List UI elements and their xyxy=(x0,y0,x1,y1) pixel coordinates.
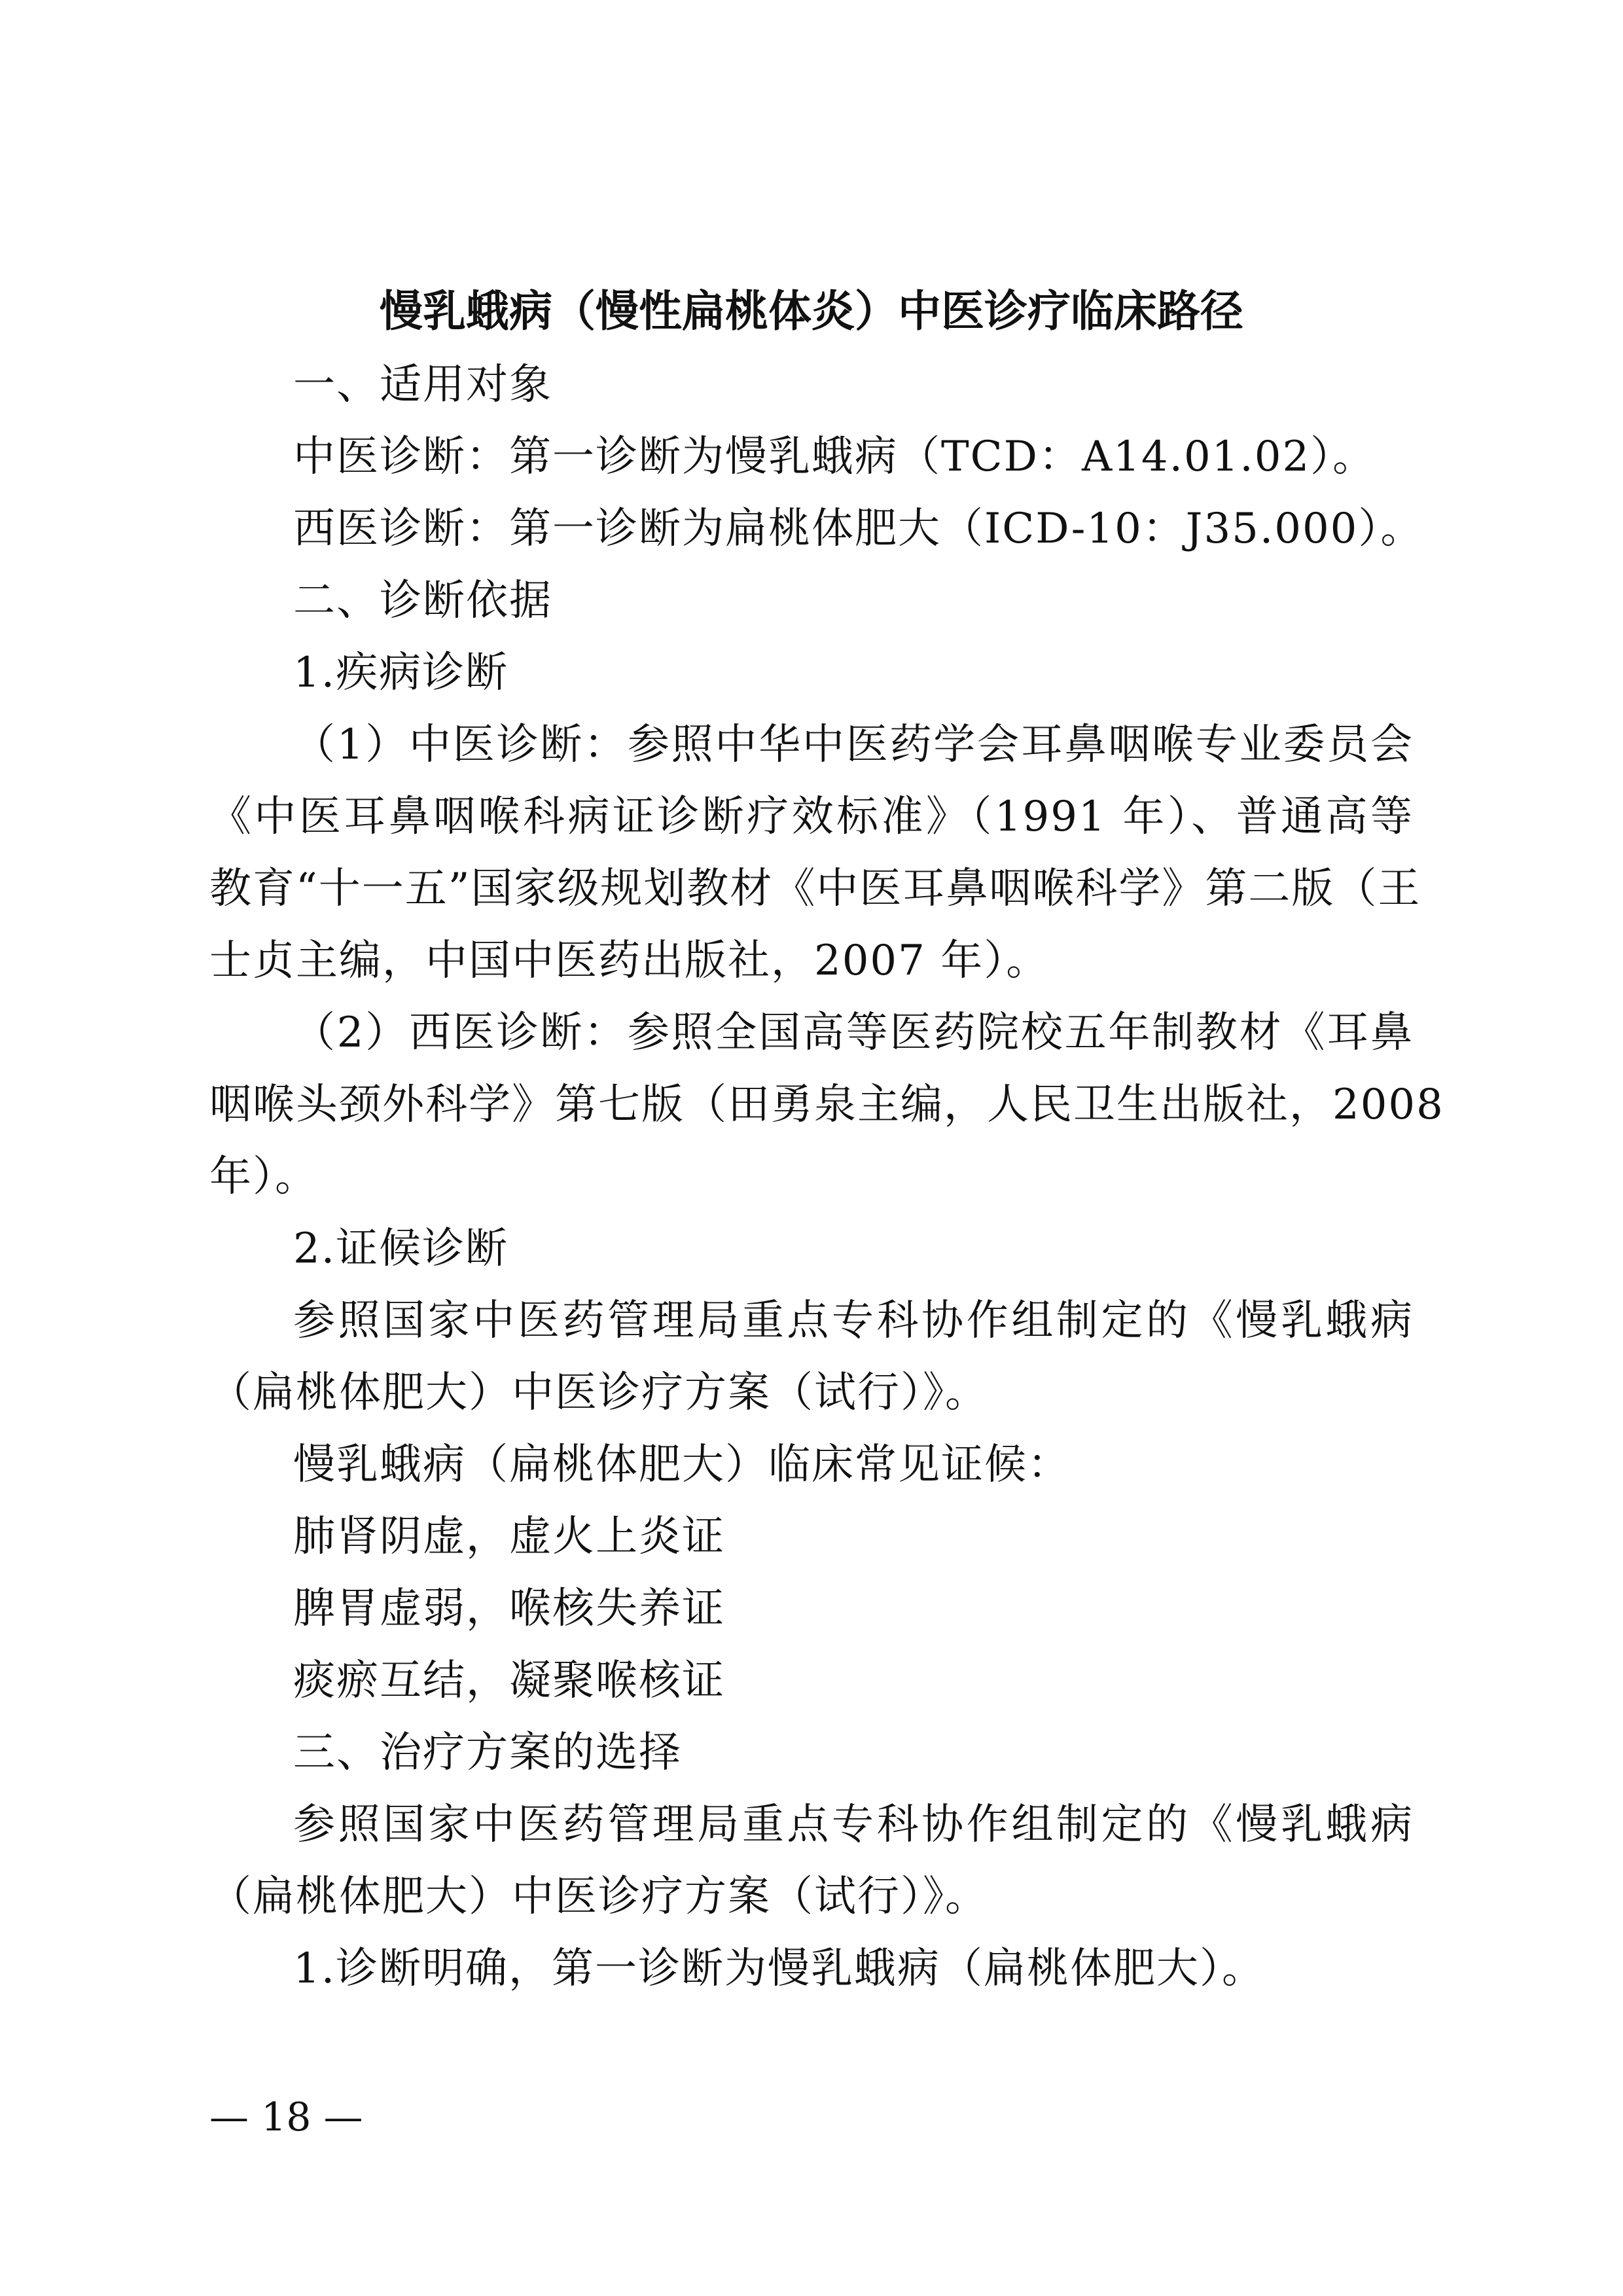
paragraph-treatment-reference-line-1: 参照国家中医药管理局重点专科协作组制定的《慢乳蛾病 xyxy=(293,1801,1414,1849)
paragraph-western-reference-line-2: 咽喉头颈外科学》第七版（田勇泉主编，人民卫生出版社，2008 xyxy=(209,1081,1444,1129)
paragraph-tcm-reference-line-3: 教育“十一五”国家级规划教材《中医耳鼻咽喉科学》第二版（王 xyxy=(209,865,1421,913)
tcm-diagnosis-line: 中医诊断：第一诊断为慢乳蛾病（TCD：A14.01.02）。 xyxy=(293,433,1376,481)
paragraph-tcm-reference-line-4: 士贞主编，中国中医药出版社，2007 年）。 xyxy=(209,937,1050,985)
section-heading-diagnosis-basis: 二、诊断依据 xyxy=(293,577,552,625)
western-diagnosis-line: 西医诊断：第一诊断为扁桃体肥大（ICD-10：J35.000）。 xyxy=(293,505,1424,553)
paragraph-syndrome-reference-line-1: 参照国家中医药管理局重点专科协作组制定的《慢乳蛾病 xyxy=(293,1297,1414,1345)
paragraph-western-reference-line-1: （2）西医诊断：参照全国高等医药院校五年制教材《耳鼻 xyxy=(293,1009,1414,1057)
subheading-disease-diagnosis: 1.疾病诊断 xyxy=(293,649,509,697)
section-heading-applicable-objects: 一、适用对象 xyxy=(293,361,552,409)
treatment-item-1: 1.诊断明确，第一诊断为慢乳蛾病（扁桃体肥大）。 xyxy=(293,1945,1266,1993)
paragraph-treatment-reference-line-2: （扁桃体肥大）中医诊疗方案（试行）》。 xyxy=(209,1873,988,1921)
paragraph-western-reference-line-3: 年）。 xyxy=(209,1153,318,1201)
syndrome-item-2: 脾胃虚弱，喉核失养证 xyxy=(293,1585,725,1633)
paragraph-tcm-reference-line-2: 《中医耳鼻咽喉科病证诊断疗效标准》（1991 年）、普通高等 xyxy=(209,793,1414,841)
page-number: — 18 — xyxy=(209,2094,363,2140)
section-heading-treatment-selection: 三、治疗方案的选择 xyxy=(293,1729,682,1777)
subheading-syndrome-diagnosis: 2.证候诊断 xyxy=(293,1225,509,1273)
syndrome-item-1: 肺肾阴虚，虚火上炎证 xyxy=(293,1513,725,1561)
document-title: 慢乳蛾病（慢性扁桃体炎）中医诊疗临床路径 xyxy=(380,286,1243,336)
paragraph-tcm-reference-line-1: （1）中医诊断：参照中华中医药学会耳鼻咽喉专业委员会 xyxy=(293,721,1414,769)
paragraph-syndrome-reference-line-2: （扁桃体肥大）中医诊疗方案（试行）》。 xyxy=(209,1369,988,1417)
syndrome-item-3: 痰瘀互结，凝聚喉核证 xyxy=(293,1657,725,1705)
common-syndromes-intro: 慢乳蛾病（扁桃体肥大）临床常见证候： xyxy=(293,1441,1071,1489)
